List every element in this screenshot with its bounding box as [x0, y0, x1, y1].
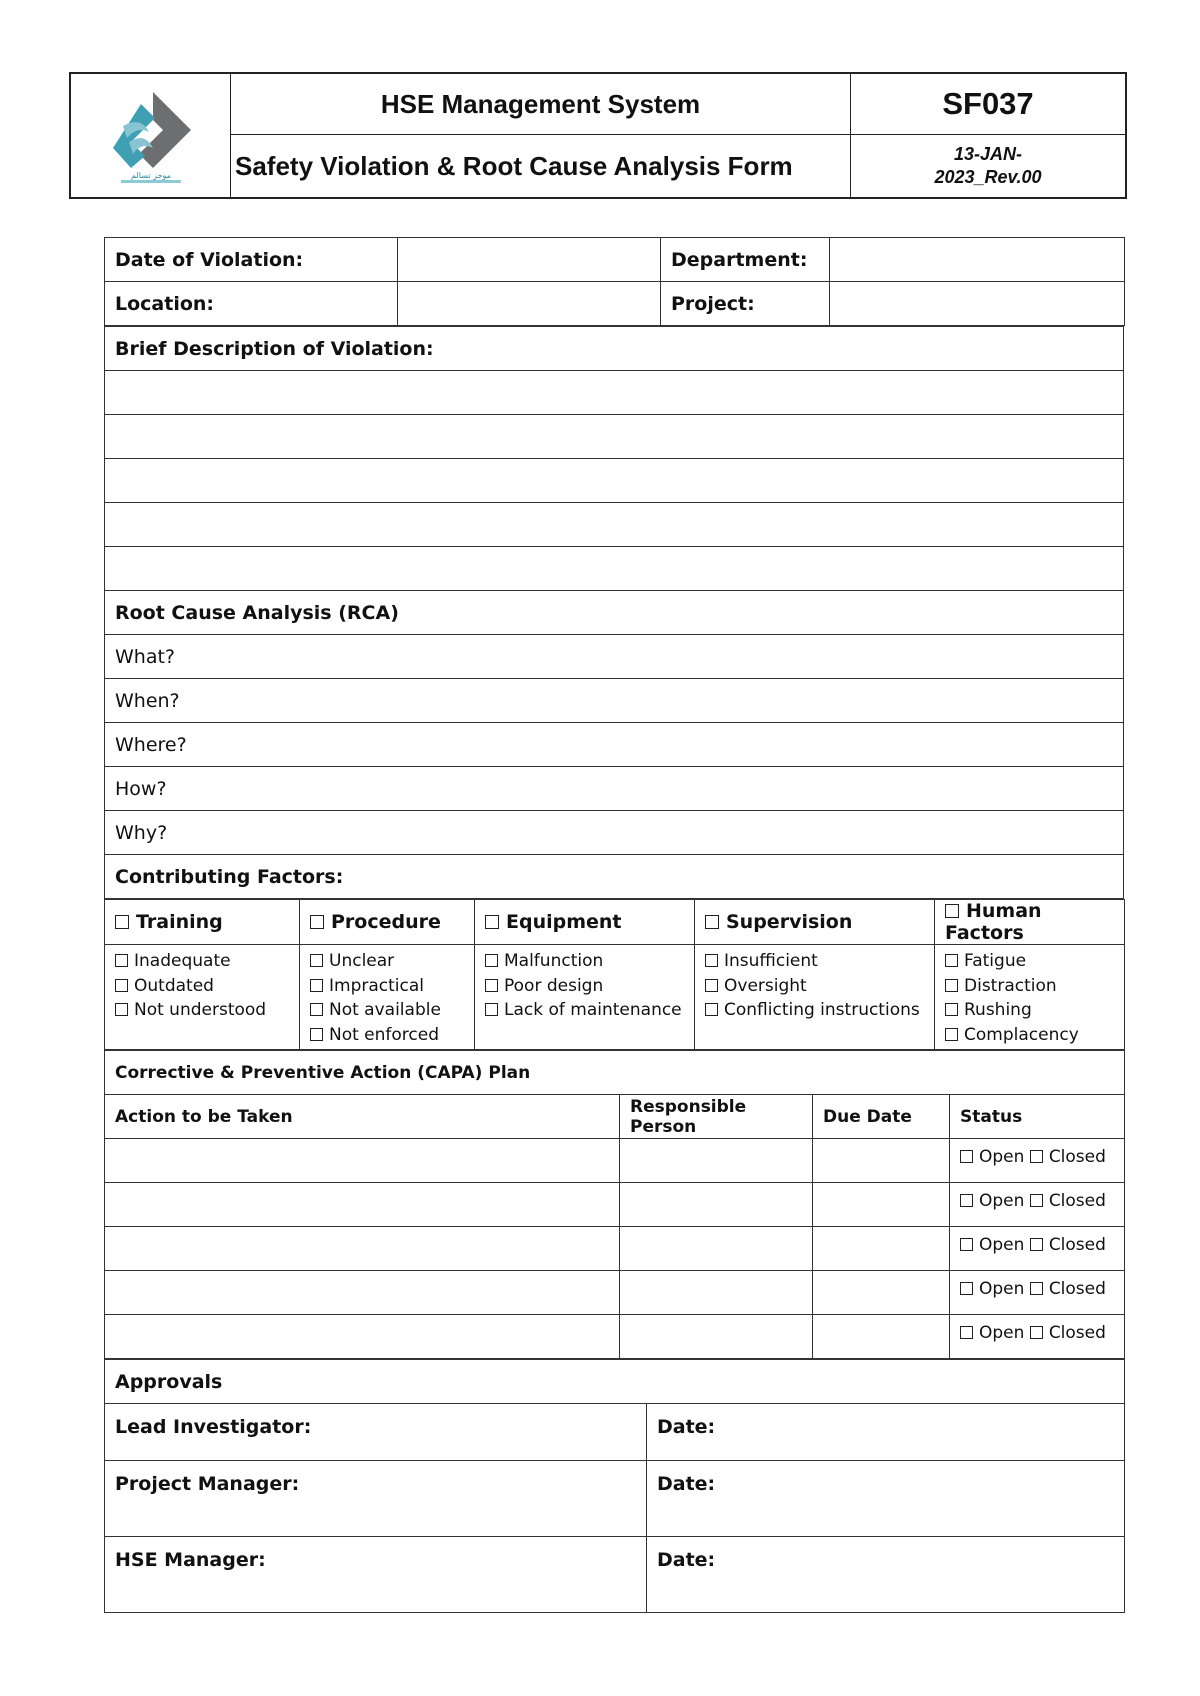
responsible-field[interactable] [620, 1271, 813, 1315]
rca-title: Root Cause Analysis (RCA) [105, 591, 1124, 635]
lead-investigator-label[interactable]: Lead Investigator: [105, 1404, 647, 1461]
form-title: Safety Violation & Root Cause Analysis Form [231, 135, 851, 197]
revision-date: 13-JAN- [953, 144, 1023, 164]
factor-item[interactable]: Malfunction [485, 949, 684, 974]
capa-title: Corrective & Preventive Action (CAPA) Plan [105, 1051, 1125, 1095]
responsible-field[interactable] [620, 1183, 813, 1227]
description-rca-table [104, 326, 1124, 899]
due-date-field[interactable] [813, 1139, 950, 1183]
approvals-title: Approvals [105, 1360, 1125, 1404]
open-checkbox-icon[interactable] [960, 1282, 973, 1295]
capa-row [105, 1315, 1125, 1359]
description-label: Brief Description of Violation: [105, 327, 1124, 371]
factor-category-label: Supervision [726, 911, 853, 933]
system-title: HSE Management System [231, 74, 851, 135]
checkbox-icon [115, 979, 128, 992]
closed-checkbox-icon[interactable] [1030, 1194, 1043, 1207]
form-code: SF037 [851, 74, 1125, 135]
checkbox-icon [310, 979, 323, 992]
rca-why[interactable]: Why? [105, 811, 1124, 855]
status-cell: Open Closed [950, 1227, 1125, 1271]
checkbox-icon [115, 1003, 128, 1016]
action-field[interactable] [105, 1315, 620, 1359]
due-date-field[interactable] [813, 1271, 950, 1315]
factor-item[interactable]: Outdated [115, 974, 289, 999]
date-of-violation-label: Date of Violation: [105, 238, 398, 282]
checkbox-icon [310, 1028, 323, 1041]
action-field[interactable] [105, 1227, 620, 1271]
checkbox-icon [115, 915, 129, 929]
factor-category-label: Equipment [506, 911, 622, 933]
due-date-field[interactable] [813, 1227, 950, 1271]
approvals-table [104, 1359, 1125, 1613]
checkbox-icon [705, 1003, 718, 1016]
description-line[interactable] [105, 503, 1124, 547]
closed-checkbox-icon[interactable] [1030, 1326, 1043, 1339]
factor-item[interactable]: Impractical [310, 974, 464, 999]
capa-row [105, 1139, 1125, 1183]
hse-manager-label[interactable]: HSE Manager: [105, 1537, 647, 1613]
due-date-field[interactable] [813, 1183, 950, 1227]
checkbox-icon [705, 979, 718, 992]
factor-human-checkbox[interactable] [935, 900, 1125, 945]
department-field[interactable] [830, 238, 1125, 282]
action-field[interactable] [105, 1139, 620, 1183]
rca-when[interactable]: When? [105, 679, 1124, 723]
project-field[interactable] [830, 282, 1125, 326]
checkbox-icon [310, 954, 323, 967]
open-checkbox-icon[interactable] [960, 1238, 973, 1251]
closed-checkbox-icon[interactable] [1030, 1282, 1043, 1295]
checkbox-icon [705, 954, 718, 967]
capa-row [105, 1271, 1125, 1315]
status-cell: Open Closed [950, 1315, 1125, 1359]
checkbox-icon [705, 915, 719, 929]
info-table [104, 237, 1125, 326]
checkbox-icon [310, 915, 324, 929]
factor-item[interactable]: Insufficient [705, 949, 924, 974]
location-field[interactable] [398, 282, 661, 326]
checkbox-icon [115, 954, 128, 967]
checkbox-icon [485, 979, 498, 992]
lead-investigator-date[interactable]: Date: [647, 1404, 1125, 1461]
revision-label: 2023_Rev.00 [934, 167, 1042, 187]
project-manager-date[interactable]: Date: [647, 1461, 1125, 1537]
capa-row [105, 1227, 1125, 1271]
factors-title: Contributing Factors: [105, 855, 1124, 899]
description-line[interactable] [105, 459, 1124, 503]
capa-row [105, 1183, 1125, 1227]
capa-col-status: Status [950, 1095, 1125, 1139]
responsible-field[interactable] [620, 1227, 813, 1271]
factor-item[interactable]: Lack of maintenance [485, 998, 684, 1023]
open-checkbox-icon[interactable] [960, 1194, 973, 1207]
description-line[interactable] [105, 547, 1124, 591]
responsible-field[interactable] [620, 1315, 813, 1359]
svg-text:موجز تسالم: موجز تسالم [130, 170, 171, 180]
capa-col-action: Action to be Taken [105, 1095, 620, 1139]
capa-table [104, 1050, 1125, 1359]
checkbox-icon [310, 1003, 323, 1016]
open-checkbox-icon[interactable] [960, 1150, 973, 1163]
violation-form [104, 237, 1124, 1613]
document-header [69, 72, 1127, 199]
project-label: Project: [661, 282, 830, 326]
status-cell: Open Closed [950, 1183, 1125, 1227]
closed-checkbox-icon[interactable] [1030, 1150, 1043, 1163]
revision-block [851, 135, 1125, 197]
factor-item[interactable]: Rushing [945, 998, 1114, 1023]
factor-item[interactable]: Unclear [310, 949, 464, 974]
training-items [105, 945, 300, 1050]
supervision-items [695, 945, 935, 1050]
description-line[interactable] [105, 415, 1124, 459]
factor-item[interactable]: Distraction [945, 974, 1114, 999]
factor-item[interactable]: Not available [310, 998, 464, 1023]
factor-item[interactable]: Fatigue [945, 949, 1114, 974]
open-checkbox-icon[interactable] [960, 1326, 973, 1339]
factor-category-label: Procedure [331, 911, 441, 933]
factor-category-label: Human Factors [945, 900, 1042, 944]
factor-item[interactable]: Complacency [945, 1023, 1114, 1048]
date-of-violation-field[interactable] [398, 238, 661, 282]
factor-item[interactable]: Not understood [115, 998, 289, 1023]
factor-category-label: Training [136, 911, 223, 933]
capa-col-due-date: Due Date [813, 1095, 950, 1139]
human-factors-items [935, 945, 1125, 1050]
factor-training-checkbox[interactable] [105, 900, 300, 945]
factor-item[interactable]: Poor design [485, 974, 684, 999]
checkbox-icon [945, 954, 958, 967]
factor-item[interactable]: Conflicting instructions [705, 998, 924, 1023]
company-logo [71, 74, 231, 197]
checkbox-icon [945, 1028, 958, 1041]
status-cell: Open Closed [950, 1271, 1125, 1315]
checkbox-icon [485, 915, 499, 929]
factor-equipment-checkbox[interactable] [475, 900, 695, 945]
project-manager-label[interactable]: Project Manager: [105, 1461, 647, 1537]
rca-how[interactable]: How? [105, 767, 1124, 811]
equipment-items [475, 945, 695, 1050]
due-date-field[interactable] [813, 1315, 950, 1359]
description-line[interactable] [105, 371, 1124, 415]
action-field[interactable] [105, 1271, 620, 1315]
responsible-field[interactable] [620, 1139, 813, 1183]
checkbox-icon [485, 954, 498, 967]
factor-item[interactable]: Not enforced [310, 1023, 464, 1048]
procedure-items [300, 945, 475, 1050]
checkbox-icon [945, 979, 958, 992]
status-cell: Open Closed [950, 1139, 1125, 1183]
factors-table [104, 899, 1125, 1050]
capa-col-responsible: Responsible Person [620, 1095, 813, 1139]
department-label: Department: [661, 238, 830, 282]
checkbox-icon [945, 904, 959, 918]
factor-item[interactable]: Inadequate [115, 949, 289, 974]
factor-procedure-checkbox[interactable] [300, 900, 475, 945]
factor-supervision-checkbox[interactable] [695, 900, 935, 945]
checkbox-icon [945, 1003, 958, 1016]
company-logo-icon [101, 86, 201, 186]
closed-checkbox-icon[interactable] [1030, 1238, 1043, 1251]
rca-where[interactable]: Where? [105, 723, 1124, 767]
action-field[interactable] [105, 1183, 620, 1227]
rca-what[interactable]: What? [105, 635, 1124, 679]
hse-manager-date[interactable]: Date: [647, 1537, 1125, 1613]
checkbox-icon [485, 1003, 498, 1016]
factor-item[interactable]: Oversight [705, 974, 924, 999]
location-label: Location: [105, 282, 398, 326]
